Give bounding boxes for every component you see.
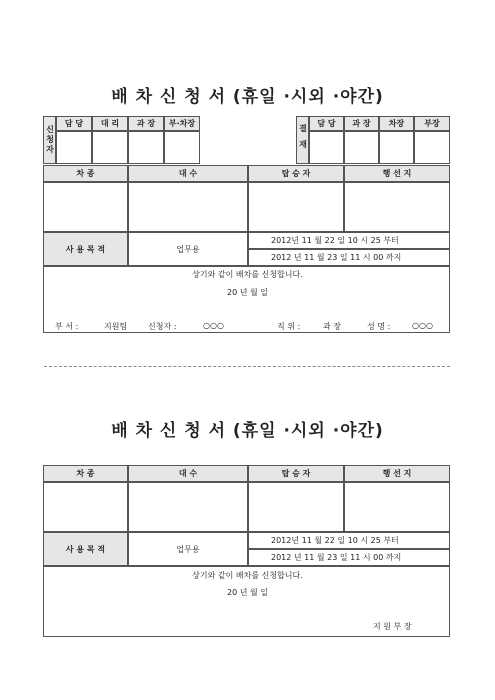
approval-header-3: 차장 <box>379 116 414 131</box>
quantity-field[interactable] <box>128 182 248 232</box>
dept-value: 지원팀 <box>104 322 128 331</box>
passengers-field[interactable] <box>248 182 344 232</box>
form2-header-destination: 행 선 지 <box>344 465 450 482</box>
name-label: 성 명 : <box>367 322 391 331</box>
name-value: ○○○ <box>412 321 433 330</box>
approval-header-4: 부장 <box>414 116 450 131</box>
destination-field[interactable] <box>344 182 450 232</box>
applicant-header-4: 부·차장 <box>164 116 200 131</box>
form2-date-line: 20 년 월 일 <box>227 588 268 597</box>
form2-header-vehicle-type: 차 종 <box>43 465 128 482</box>
applicant-sign-2[interactable] <box>92 131 128 164</box>
form2-destination-field[interactable] <box>344 482 450 532</box>
header-passengers: 탑 승 자 <box>248 165 344 182</box>
dept-label: 부 서 : <box>55 322 79 331</box>
period-to[interactable]: 2012 년 11 월 23 일 11 시 00 까지 <box>248 249 450 266</box>
footer-applicant-label: 신청자 : <box>148 322 177 331</box>
position-value: 과 장 <box>323 322 341 331</box>
form2-period-to[interactable]: 2012 년 11 월 23 일 11 시 00 까지 <box>248 549 450 566</box>
approval-label-text: 결재 <box>298 124 308 156</box>
purpose-value[interactable]: 업무용 <box>128 232 248 266</box>
cut-line <box>44 366 450 367</box>
applicant-label <box>43 116 56 164</box>
vehicle-type-field[interactable] <box>43 182 128 232</box>
statement-text: 상기와 같이 배차를 신청합니다. <box>192 270 303 279</box>
form2-header-quantity: 대 수 <box>128 465 248 482</box>
header-destination: 행 선 지 <box>344 165 450 182</box>
approval-label <box>296 116 309 164</box>
form2-purpose-label: 사 용 목 적 <box>43 532 128 566</box>
approval-header-1: 담 당 <box>309 116 344 131</box>
applicant-header-3: 과 장 <box>128 116 164 131</box>
form2-vehicle-type-field[interactable] <box>43 482 128 532</box>
form2-purpose-value[interactable]: 업무용 <box>128 532 248 566</box>
applicant-header-1: 담 당 <box>56 116 92 131</box>
header-quantity: 대 수 <box>128 165 248 182</box>
applicant-sign-3[interactable] <box>128 131 164 164</box>
footer-applicant-value: ○○○ <box>203 321 224 330</box>
approval-sign-4[interactable] <box>414 131 450 164</box>
form1-title: 배 차 신 청 서 (휴일 ·시외 ·야간) <box>111 87 384 107</box>
form2-statement-text: 상기와 같이 배차를 신청합니다. <box>192 571 303 580</box>
applicant-sign-1[interactable] <box>56 131 92 164</box>
form2-period-from[interactable]: 2012년 11 월 22 일 10 시 25 부터 <box>248 532 450 549</box>
form2-title: 배 차 신 청 서 (휴일 ·시외 ·야간) <box>111 421 384 441</box>
applicant-header-2: 대 리 <box>92 116 128 131</box>
applicant-label-text: 신청자 <box>45 125 55 155</box>
approval-sign-2[interactable] <box>344 131 379 164</box>
approval-sign-1[interactable] <box>309 131 344 164</box>
period-from[interactable]: 2012년 11 월 22 일 10 시 25 부터 <box>248 232 450 249</box>
form2-quantity-field[interactable] <box>128 482 248 532</box>
approval-sign-3[interactable] <box>379 131 414 164</box>
position-label: 직 위 : <box>277 322 301 331</box>
form2-signer: 지 원 부 장 <box>373 622 412 631</box>
applicant-sign-4[interactable] <box>164 131 200 164</box>
form2-passengers-field[interactable] <box>248 482 344 532</box>
purpose-label: 사 용 목 적 <box>43 232 128 266</box>
form2-header-passengers: 탑 승 자 <box>248 465 344 482</box>
header-vehicle-type: 차 종 <box>43 165 128 182</box>
approval-header-2: 과 장 <box>344 116 379 131</box>
date-line: 20 년 월 일 <box>227 288 268 297</box>
